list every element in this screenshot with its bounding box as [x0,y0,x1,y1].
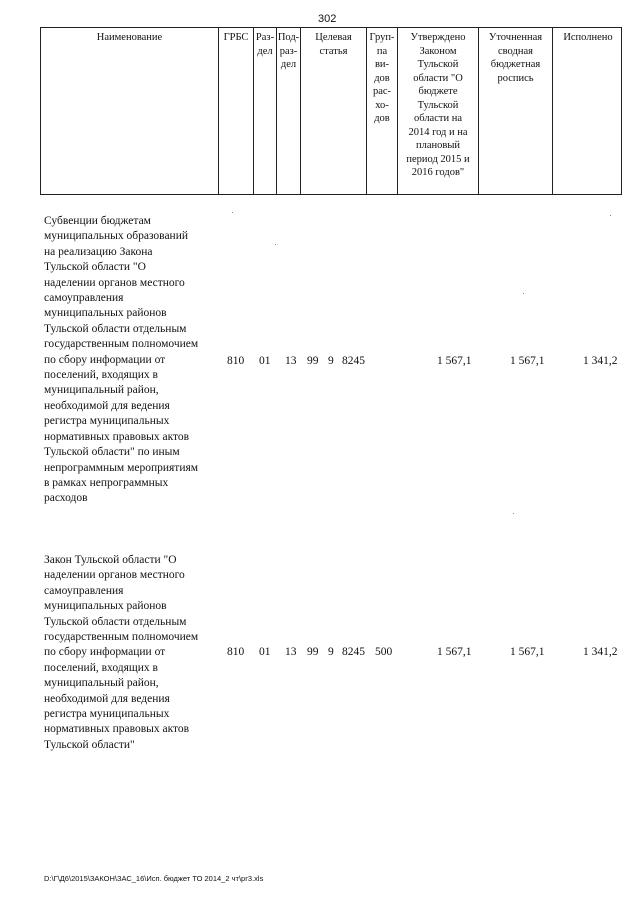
row-approved: 1 567,1 [437,646,472,658]
header-executed: Исполнено [563,32,613,43]
page-number: 302 [318,13,337,25]
row-podrazdel: 13 [285,646,297,658]
scan-speck [523,293,524,294]
row-razdel: 01 [259,646,271,658]
header-name: Наименование [41,28,219,194]
row-target-subprogram: 9 [328,355,334,367]
row-executed: 1 341,2 [583,646,618,658]
scan-speck [232,212,233,213]
header-podrazdel: Под- раз- дел [277,28,301,194]
header-approved: Утверждено Законом Тульской области "О бюджете Тульской области на 2014 год и на плановый период 2015 и 2016 годов" [398,28,479,194]
row-name: Субвенции бюджетам муниципальных образований на реализацию Закона Тульской области "О наделении органов местного самоуправления муниципальных районов Тульской области отдельным государственным полномочием по сбору информации от поселений, входящих в муниципальный район, необходимой для ведения регистра муниципальных нормативных правовых актов Тульской области" по иным непрограммным мероприятиям в рамках непрограммных расходов [44,215,199,505]
row-target-program: 99 [307,355,319,367]
row-target-code: 8245 [342,355,365,367]
header-target-article: Целевая статья [301,28,367,194]
row-target-subprogram: 9 [328,646,334,658]
scan-speck [610,215,611,216]
row-refined: 1 567,1 [510,355,545,367]
row-expense-group: 500 [375,646,393,658]
table-header [40,27,622,195]
scan-speck [275,244,276,245]
header-expense-group: Груп- па ви- дов рас- хо- дов [367,28,398,194]
row-razdel: 01 [259,355,271,367]
row-name: Закон Тульской области "О наделении органов местного самоуправления муниципальных районов Тульской области отдельным государственным полномочием по сбору информации от поселений, входящих в муниципальный район, необходимой для ведения регистра муниципальных нормативных правовых актов Тульской области" [44,554,199,751]
header-refined: Уточненная сводная бюджетная роспись [479,28,553,194]
row-refined: 1 567,1 [510,646,545,658]
row-podrazdel: 13 [285,355,297,367]
scan-speck [513,513,514,514]
row-grbs: 810 [227,646,245,658]
header-razdel: Раз- дел [254,28,277,194]
row-target-code: 8245 [342,646,365,658]
row-grbs: 810 [227,355,245,367]
header-grbs: ГРБС [219,28,254,194]
row-executed: 1 341,2 [583,355,618,367]
row-approved: 1 567,1 [437,355,472,367]
file-path-footer: D:\Г\Д6\2015\ЗАКОН\ЗАС_16\Исп. бюджет ТО 2014_2 чт\рг3.xls [44,874,264,883]
row-target-program: 99 [307,646,319,658]
